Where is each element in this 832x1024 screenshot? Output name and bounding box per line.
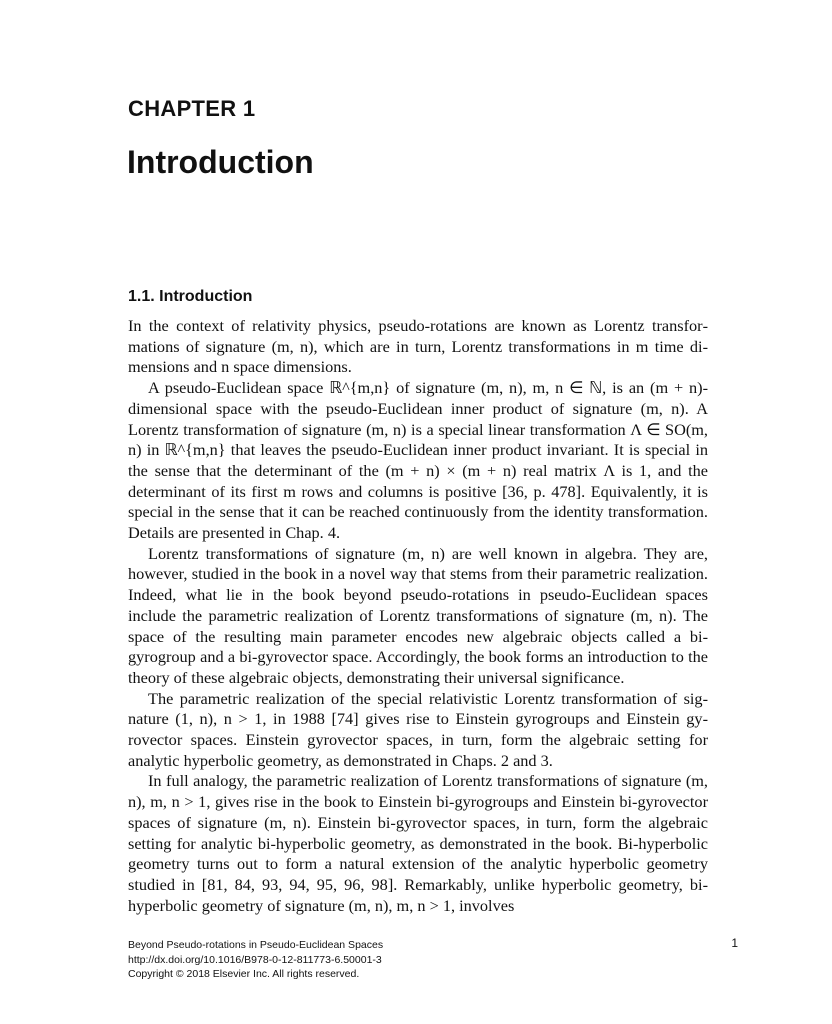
page-number: 1 <box>731 936 738 950</box>
page-footer <box>128 938 383 982</box>
section-heading: 1.1. Introduction <box>128 288 253 305</box>
paragraph-4: The parametric realization of the special relativistic Lorentz transformation of signature (1, n), n > 1, in 1988 [74] gives rise to Einstein gyrogroups and Einstein gyrovector spaces. Einstein gyrovector spaces, in turn, form the algebraic setting for analytic hyperbolic geometry, as demonstrated in Chaps. 2 and 3. <box>128 688 708 770</box>
footer-copyright: Copyright © 2018 Elsevier Inc. All rights reserved. <box>128 968 360 980</box>
footer-book-title: Beyond Pseudo-rotations in Pseudo-Euclidean Spaces <box>128 939 384 951</box>
chapter-label: CHAPTER 1 <box>128 96 256 121</box>
paragraph-5: In full analogy, the parametric realization of Lorentz transformations of signature (m, n), m, n > 1, gives rise in the book to Einstein bi-gyrogroups and Einstein bi-gyrovector spaces of signature (m, n). Einstein bi-gyrovector spaces, in turn, form the algebraic setting for analytic bi-hyperbolic geometry, as demonstrated in the book. Bi-hyperbolic geometry turns out to form a natural extension of the analytic hyperbolic geometry studied in [81, 84, 93, 94, 95, 96, 98]. Remarkably, unlike hyperbolic geometry, bi-hyperbolic geometry of signature (m, n), m, n > 1, involves <box>128 771 708 915</box>
footer-doi: http://dx.doi.org/10.1016/B978-0-12-811773-6.50001-3 <box>128 953 382 966</box>
paragraph-1: In the context of relativity physics, pseudo-rotations are known as Lorentz transformations of signature (m, n), which are in turn, Lorentz transformations in m time dimensions and n space dimensions. <box>128 316 708 377</box>
chapter-title: Introduction <box>127 144 314 180</box>
paragraph-3: Lorentz transformations of signature (m, n) are well known in algebra. They are, however, studied in the book in a novel way that stems from their parametric realization. Indeed, what lie in the book beyond pseudo-rotations in pseudo-Euclidean spaces include the parametric realization of Lorentz transformations of signature (m, n). The space of the resulting main parameter encodes new algebraic objects called a bi-gyrogroup and a bi-gyrovector space. Accordingly, the book forms an introduction to the theory of these algebraic objects, demonstrating their universal significance. <box>128 543 708 687</box>
paragraph-2: A pseudo-Euclidean space ℝ^{m,n} of signature (m, n), m, n ∈ ℕ, is an (m + n)-dimensional space with the pseudo-Euclidean inner product of signature (m, n). A Lorentz transformation of signature (m, n) is a special linear transformation Λ ∈ SO(m, n) in ℝ^{m,n} that leaves the pseudo-Euclidean inner product invariant. It is special in the sense that the determinant of the (m + n) × (m + n) real matrix Λ is 1, and the determinant of its first m rows and columns is positive [36, p. 478]. Equivalently, it is special in the sense that it can be reached continuously from the identity transformation. Details are presented in Chap. 4. <box>128 378 708 543</box>
body-text <box>128 316 708 916</box>
